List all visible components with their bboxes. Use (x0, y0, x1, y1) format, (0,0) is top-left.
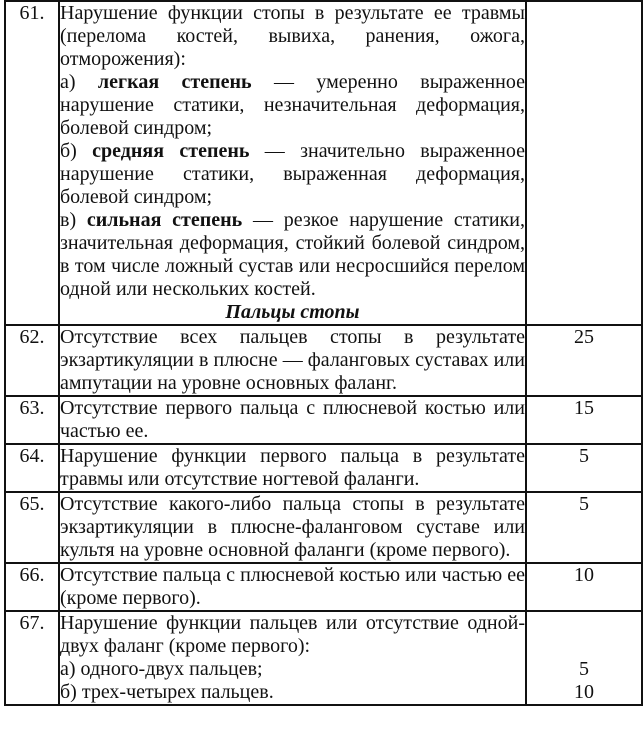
table-row-66 (5, 563, 642, 611)
row-value: 5 (526, 658, 642, 681)
table-row-67b (5, 681, 642, 705)
row-number: 65. (5, 492, 59, 563)
injury-table (4, 0, 643, 706)
row-intro: Нарушение функции стопы в результате ее травмы (перелома костей, вывиха, ранения, ожога, отморожения): (60, 2, 525, 70)
table-row-62 (5, 325, 642, 396)
row-value: 5 (526, 444, 642, 492)
row-text: Нарушение функции пальцев или отсутствие одной-двух фаланг (кроме первого): (60, 612, 525, 657)
row-number: 62. (5, 325, 59, 396)
table-row-64 (5, 444, 642, 492)
row-number: 64. (5, 444, 59, 492)
list-item: а) легкая степень — умеренно выраженное нарушение статики, незначительная деформация, болевой синдром; (60, 71, 525, 139)
row-number: 63. (5, 396, 59, 444)
row-value: 5 (526, 492, 642, 563)
row-value: 25 (526, 325, 642, 396)
row-value (526, 1, 642, 325)
row-value: 10 (526, 681, 642, 705)
table-row-61 (5, 1, 642, 325)
table-row-65 (5, 492, 642, 563)
row-text: Отсутствие пальца с плюсневой костью или частью ее (кроме первого). (60, 564, 525, 609)
row-text (59, 1, 526, 325)
row-value: 10 (526, 563, 642, 611)
row-number: 67. (5, 611, 59, 658)
list-item: в) сильная степень — резкое нарушение статики, значительная деформация, стойкий болевой синдром, в том числе ложный сустав или несросшийся перелом одной или нескольких костей. (60, 209, 526, 300)
row-text: Отсутствие всех пальцев стопы в результате экзартикуляции в плюсне — фаланговых суставах или ампутации на уровне основных фаланг. (60, 326, 525, 394)
row-number: 66. (5, 563, 59, 611)
row-value: 15 (526, 396, 642, 444)
row-text: а) одного-двух пальцев; (59, 658, 526, 681)
table-row-67 (5, 611, 642, 658)
table-row-67a (5, 658, 642, 681)
list-item: б) средняя степень — значительно выраженное нарушение статики, выраженная деформация, болевой синдром; (60, 140, 525, 208)
row-text: Отсутствие первого пальца с плюсневой костью или частью ее. (60, 397, 525, 442)
row-text: Нарушение функции первого пальца в результате травмы или отсутствие ногтевой фаланги. (60, 445, 525, 490)
row-text: Отсутствие какого-либо пальца стопы в результате экзартикуляции в плюсне-фаланговом суставе или культя на уровне основной фаланги (кроме первого). (60, 493, 525, 561)
row-value (526, 611, 642, 658)
row-text: б) трех-четырех пальцев. (59, 681, 526, 705)
section-title: Пальцы стопы (225, 301, 360, 323)
table-row-63 (5, 396, 642, 444)
row-number: 61. (5, 1, 59, 325)
